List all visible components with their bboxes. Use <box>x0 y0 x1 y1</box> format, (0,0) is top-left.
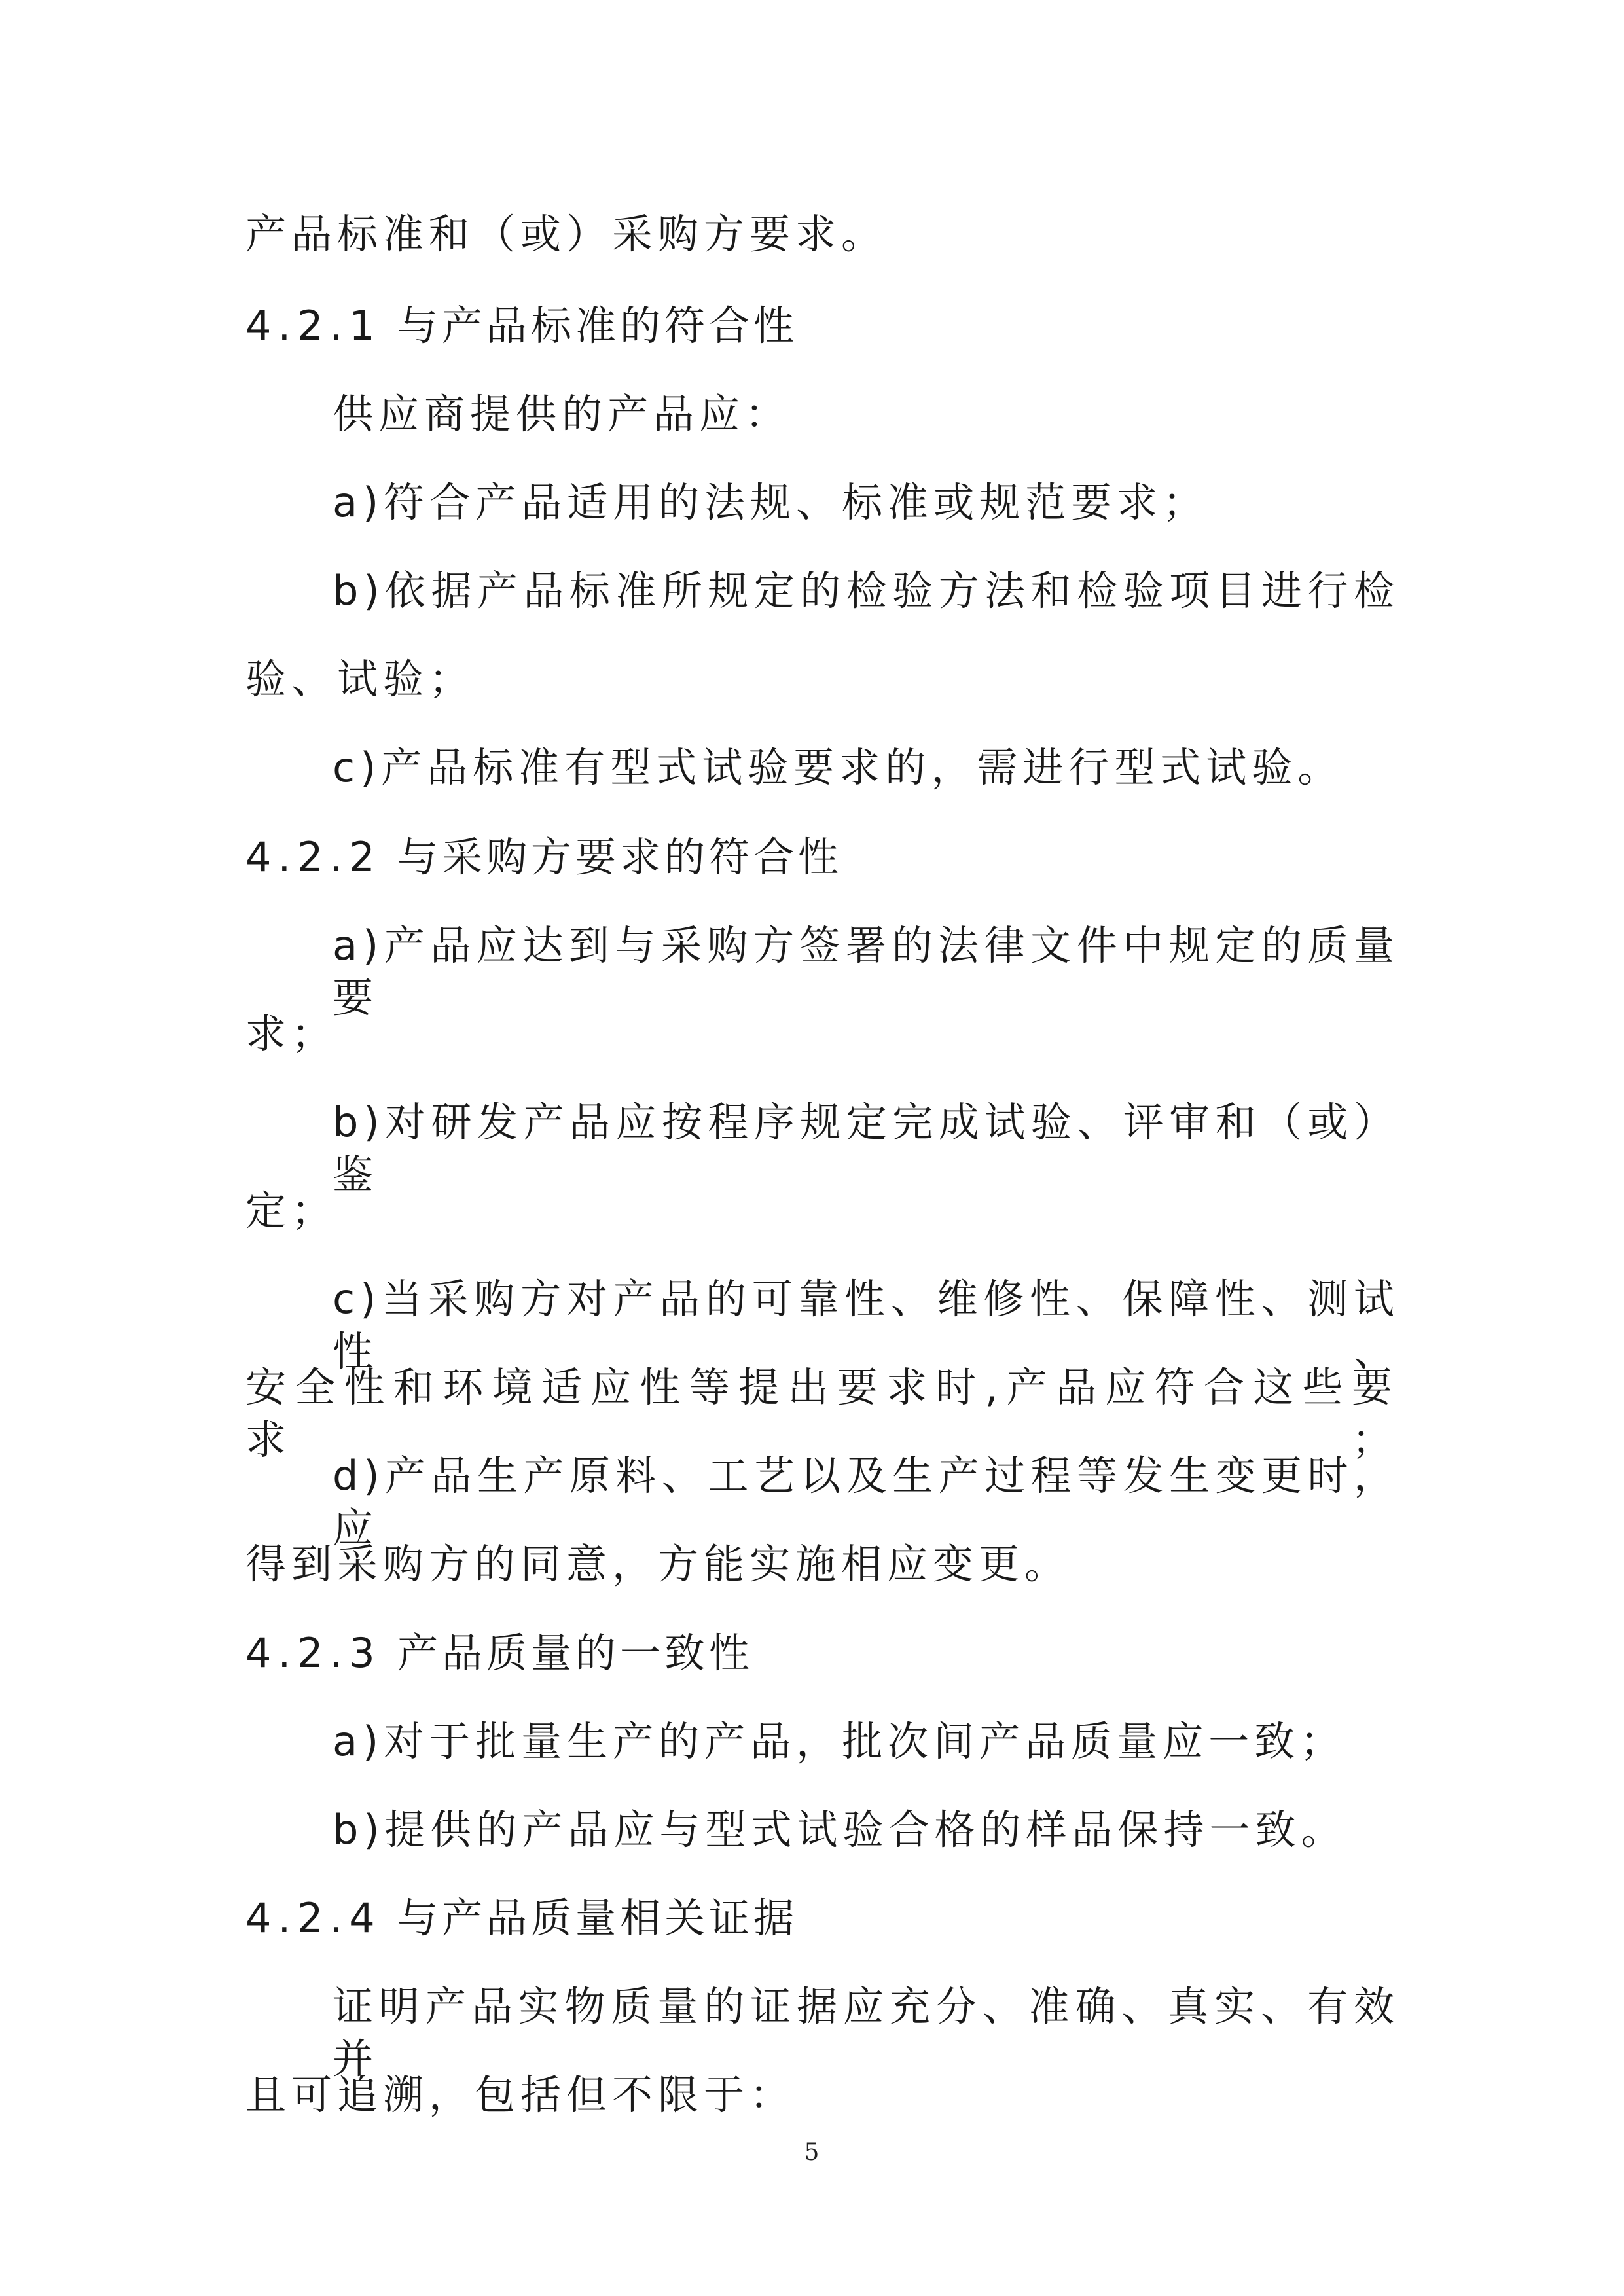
list-item: b)依据产品标准所规定的检验方法和检验项目进行检 <box>333 567 1399 615</box>
list-item-continuation: 得到采购方的同意，方能实施相应变更。 <box>245 1540 1071 1588</box>
section-heading-4-2-1 <box>245 300 1398 352</box>
section-number: 4.2.1 <box>245 302 382 350</box>
list-item: b)提供的产品应与型式试验合格的样品保持一致。 <box>333 1806 1347 1854</box>
section-title: 与产品质量相关证据 <box>397 1894 799 1942</box>
page-number: 5 <box>804 2139 820 2166</box>
section-number: 4.2.3 <box>245 1629 382 1677</box>
list-item: b)对研发产品应按程序规定完成试验、评审和（或）鉴 <box>333 1098 1399 1198</box>
list-item-continuation: 验、试验； <box>245 655 475 703</box>
list-item: c)当采购方对产品的可靠性、维修性、保障性、测试性、 <box>333 1275 1399 1375</box>
section-number: 4.2.4 <box>245 1894 382 1942</box>
section-title: 与采购方要求的符合性 <box>397 833 843 881</box>
list-item: a)对于批量生产的产品，批次间产品质量应一致； <box>333 1717 1346 1765</box>
list-item: a)产品应达到与采购方签署的法律文件中规定的质量要 <box>333 922 1399 1022</box>
list-item-continuation: 定； <box>245 1187 338 1234</box>
paragraph-continuation: 产品标准和（或）采购方要求。 <box>245 210 888 258</box>
list-item: d)产品生产原料、工艺以及生产过程等发生变更时，应 <box>333 1452 1399 1552</box>
section-number: 4.2.2 <box>245 833 382 881</box>
list-item-continuation: 安全性和环境适应性等提出要求时,产品应符合这些要求； <box>245 1363 1398 1463</box>
section-heading-4-2-4 <box>245 1892 1398 1945</box>
list-item: a)符合产品适用的法规、标准或规范要求； <box>333 478 1209 526</box>
section-title: 产品质量的一致性 <box>397 1629 754 1677</box>
paragraph-continuation: 且可追溯，包括但不限于： <box>245 2071 796 2119</box>
list-item-continuation: 求； <box>245 1010 338 1058</box>
paragraph: 证明产品实物质量的证据应充分、准确、真实、有效并 <box>333 1982 1399 2083</box>
section-heading-4-2-2 <box>245 831 1398 884</box>
list-item: c)产品标准有型式试验要求的，需进行型式试验。 <box>333 744 1344 791</box>
section-heading-4-2-3 <box>245 1627 1398 1679</box>
paragraph: 供应商提供的产品应： <box>333 390 791 438</box>
section-title: 与产品标准的符合性 <box>397 302 799 350</box>
